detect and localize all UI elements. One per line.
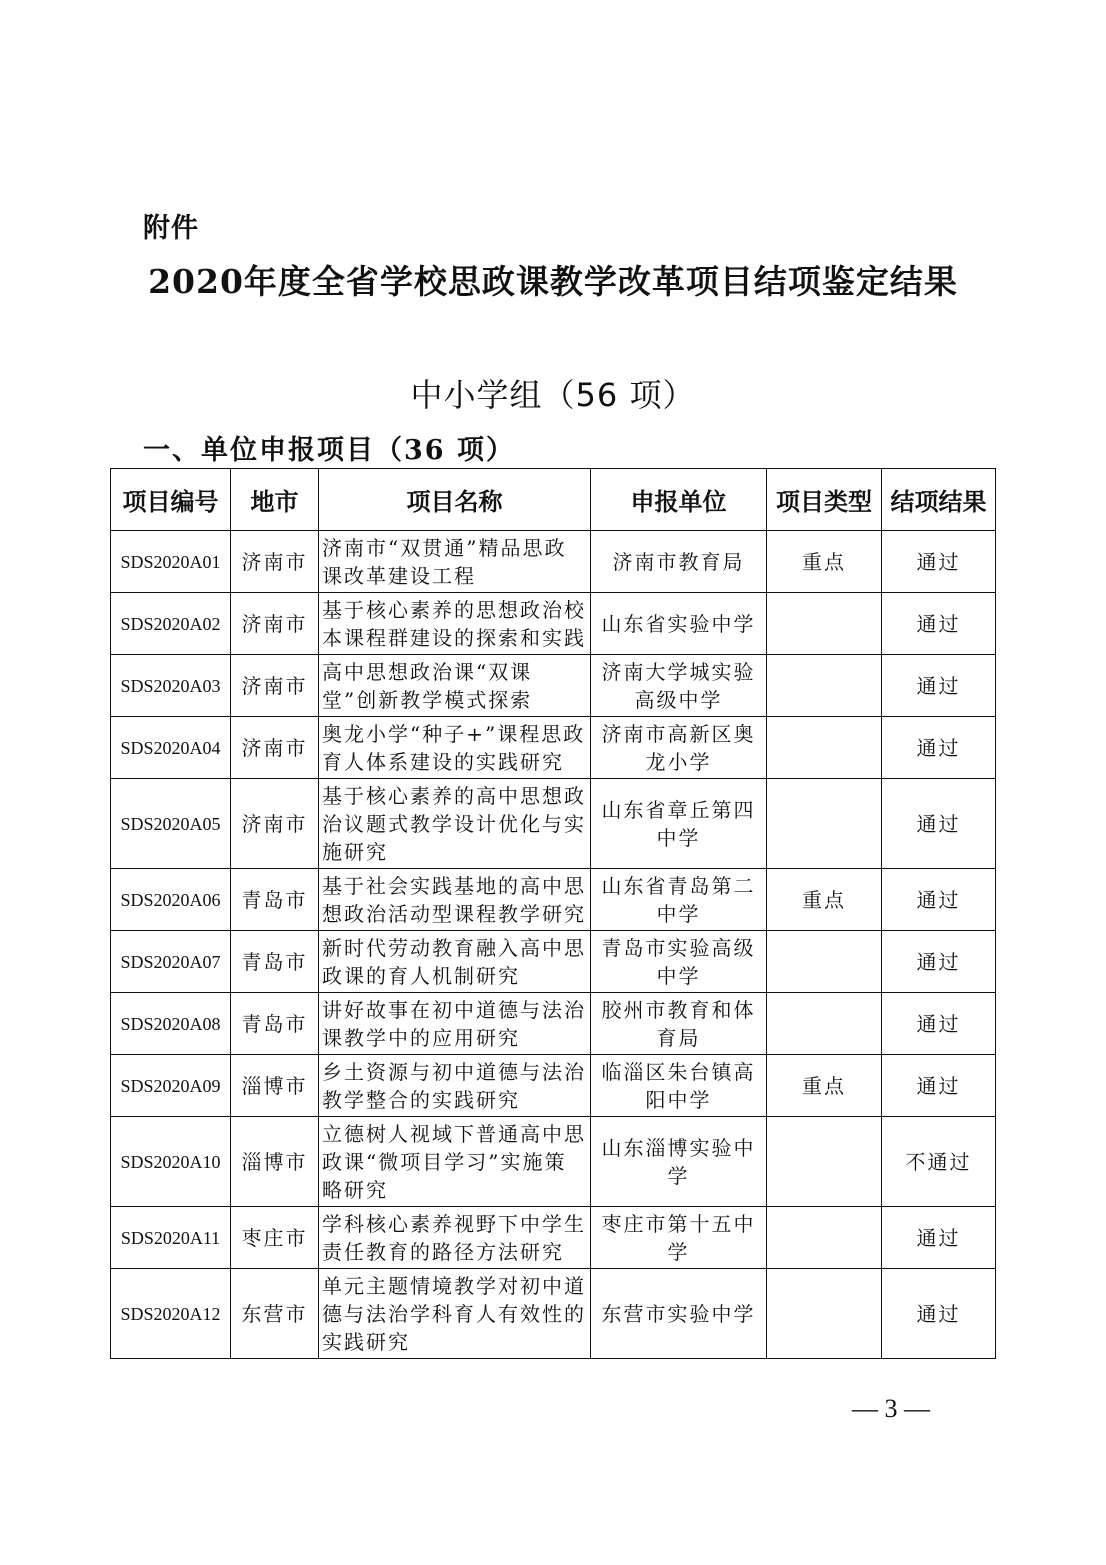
project-type (767, 655, 882, 717)
project-type: 重点 (767, 1055, 882, 1117)
project-type (767, 931, 882, 993)
applicant-unit: 济南大学城实验高级中学 (591, 655, 767, 717)
result: 通过 (882, 869, 996, 931)
attachment-label: 附件 (143, 213, 199, 244)
table-header-row (111, 469, 996, 531)
city: 济南市 (231, 531, 319, 593)
project-type (767, 1269, 882, 1359)
project-name: 济南市“双贯通”精品思政课改革建设工程 (319, 531, 591, 593)
applicant-unit: 东营市实验中学 (591, 1269, 767, 1359)
applicant-unit: 胶州市教育和体育局 (591, 993, 767, 1055)
result: 通过 (882, 1055, 996, 1117)
result: 不通过 (882, 1117, 996, 1207)
project-name: 乡土资源与初中道德与法治教学整合的实践研究 (319, 1055, 591, 1117)
section-title: 一、单位申报项目（36 项） (143, 435, 515, 466)
project-code: SDS2020A06 (111, 869, 231, 931)
result: 通过 (882, 531, 996, 593)
project-type (767, 1117, 882, 1207)
city: 青岛市 (231, 869, 319, 931)
header-type: 项目类型 (767, 469, 882, 531)
project-name: 单元主题情境教学对初中道德与法治学科育人有效性的实践研究 (319, 1269, 591, 1359)
city: 济南市 (231, 779, 319, 869)
city: 青岛市 (231, 993, 319, 1055)
city: 淄博市 (231, 1117, 319, 1207)
header-city: 地市 (231, 469, 319, 531)
table-row (111, 593, 996, 655)
table-row (111, 1117, 996, 1207)
header-unit: 申报单位 (591, 469, 767, 531)
project-code: SDS2020A12 (111, 1269, 231, 1359)
project-name: 基于核心素养的思想政治校本课程群建设的探索和实践 (319, 593, 591, 655)
project-code: SDS2020A03 (111, 655, 231, 717)
result: 通过 (882, 1207, 996, 1269)
project-name: 基于社会实践基地的高中思想政治活动型课程教学研究 (319, 869, 591, 931)
project-type (767, 993, 882, 1055)
city: 青岛市 (231, 931, 319, 993)
table-row (111, 1207, 996, 1269)
applicant-unit: 枣庄市第十五中学 (591, 1207, 767, 1269)
city: 济南市 (231, 655, 319, 717)
table-row (111, 779, 996, 869)
result: 通过 (882, 993, 996, 1055)
project-name: 学科核心素养视野下中学生责任教育的路径方法研究 (319, 1207, 591, 1269)
header-result: 结项结果 (882, 469, 996, 531)
header-code: 项目编号 (111, 469, 231, 531)
project-type (767, 1207, 882, 1269)
applicant-unit: 临淄区朱台镇高阳中学 (591, 1055, 767, 1117)
applicant-unit: 青岛市实验高级中学 (591, 931, 767, 993)
result: 通过 (882, 593, 996, 655)
project-name: 讲好故事在初中道德与法治课教学中的应用研究 (319, 993, 591, 1055)
city: 东营市 (231, 1269, 319, 1359)
table-row (111, 1055, 996, 1117)
project-type (767, 717, 882, 779)
applicant-unit: 济南市教育局 (591, 531, 767, 593)
results-table (110, 468, 996, 1359)
applicant-unit: 山东淄博实验中学 (591, 1117, 767, 1207)
project-name: 立德树人视域下普通高中思政课“微项目学习”实施策略研究 (319, 1117, 591, 1207)
city: 济南市 (231, 717, 319, 779)
table-row (111, 531, 996, 593)
project-code: SDS2020A02 (111, 593, 231, 655)
result: 通过 (882, 1269, 996, 1359)
applicant-unit: 济南市高新区奥龙小学 (591, 717, 767, 779)
project-name: 高中思想政治课“双课堂”创新教学模式探索 (319, 655, 591, 717)
project-code: SDS2020A01 (111, 531, 231, 593)
page-number: — 3 — (852, 1394, 930, 1423)
table-row (111, 717, 996, 779)
result: 通过 (882, 717, 996, 779)
project-code: SDS2020A04 (111, 717, 231, 779)
project-code: SDS2020A08 (111, 993, 231, 1055)
result: 通过 (882, 779, 996, 869)
project-type: 重点 (767, 531, 882, 593)
header-project-name: 项目名称 (319, 469, 591, 531)
table-row (111, 1269, 996, 1359)
group-title: 中小学组（56 项） (410, 376, 696, 414)
document-title: 2020年度全省学校思政课教学改革项目结项鉴定结果 (148, 262, 958, 301)
applicant-unit: 山东省章丘第四中学 (591, 779, 767, 869)
project-type (767, 779, 882, 869)
project-code: SDS2020A05 (111, 779, 231, 869)
project-code: SDS2020A07 (111, 931, 231, 993)
project-code: SDS2020A11 (111, 1207, 231, 1269)
table-row (111, 869, 996, 931)
city: 枣庄市 (231, 1207, 319, 1269)
table-row (111, 993, 996, 1055)
project-type: 重点 (767, 869, 882, 931)
applicant-unit: 山东省青岛第二中学 (591, 869, 767, 931)
project-code: SDS2020A10 (111, 1117, 231, 1207)
table-row (111, 931, 996, 993)
city: 济南市 (231, 593, 319, 655)
project-name: 奥龙小学“种子+”课程思政育人体系建设的实践研究 (319, 717, 591, 779)
project-name: 基于核心素养的高中思想政治议题式教学设计优化与实施研究 (319, 779, 591, 869)
table-row (111, 655, 996, 717)
applicant-unit: 山东省实验中学 (591, 593, 767, 655)
project-code: SDS2020A09 (111, 1055, 231, 1117)
project-type (767, 593, 882, 655)
result: 通过 (882, 655, 996, 717)
result: 通过 (882, 931, 996, 993)
project-name: 新时代劳动教育融入高中思政课的育人机制研究 (319, 931, 591, 993)
city: 淄博市 (231, 1055, 319, 1117)
